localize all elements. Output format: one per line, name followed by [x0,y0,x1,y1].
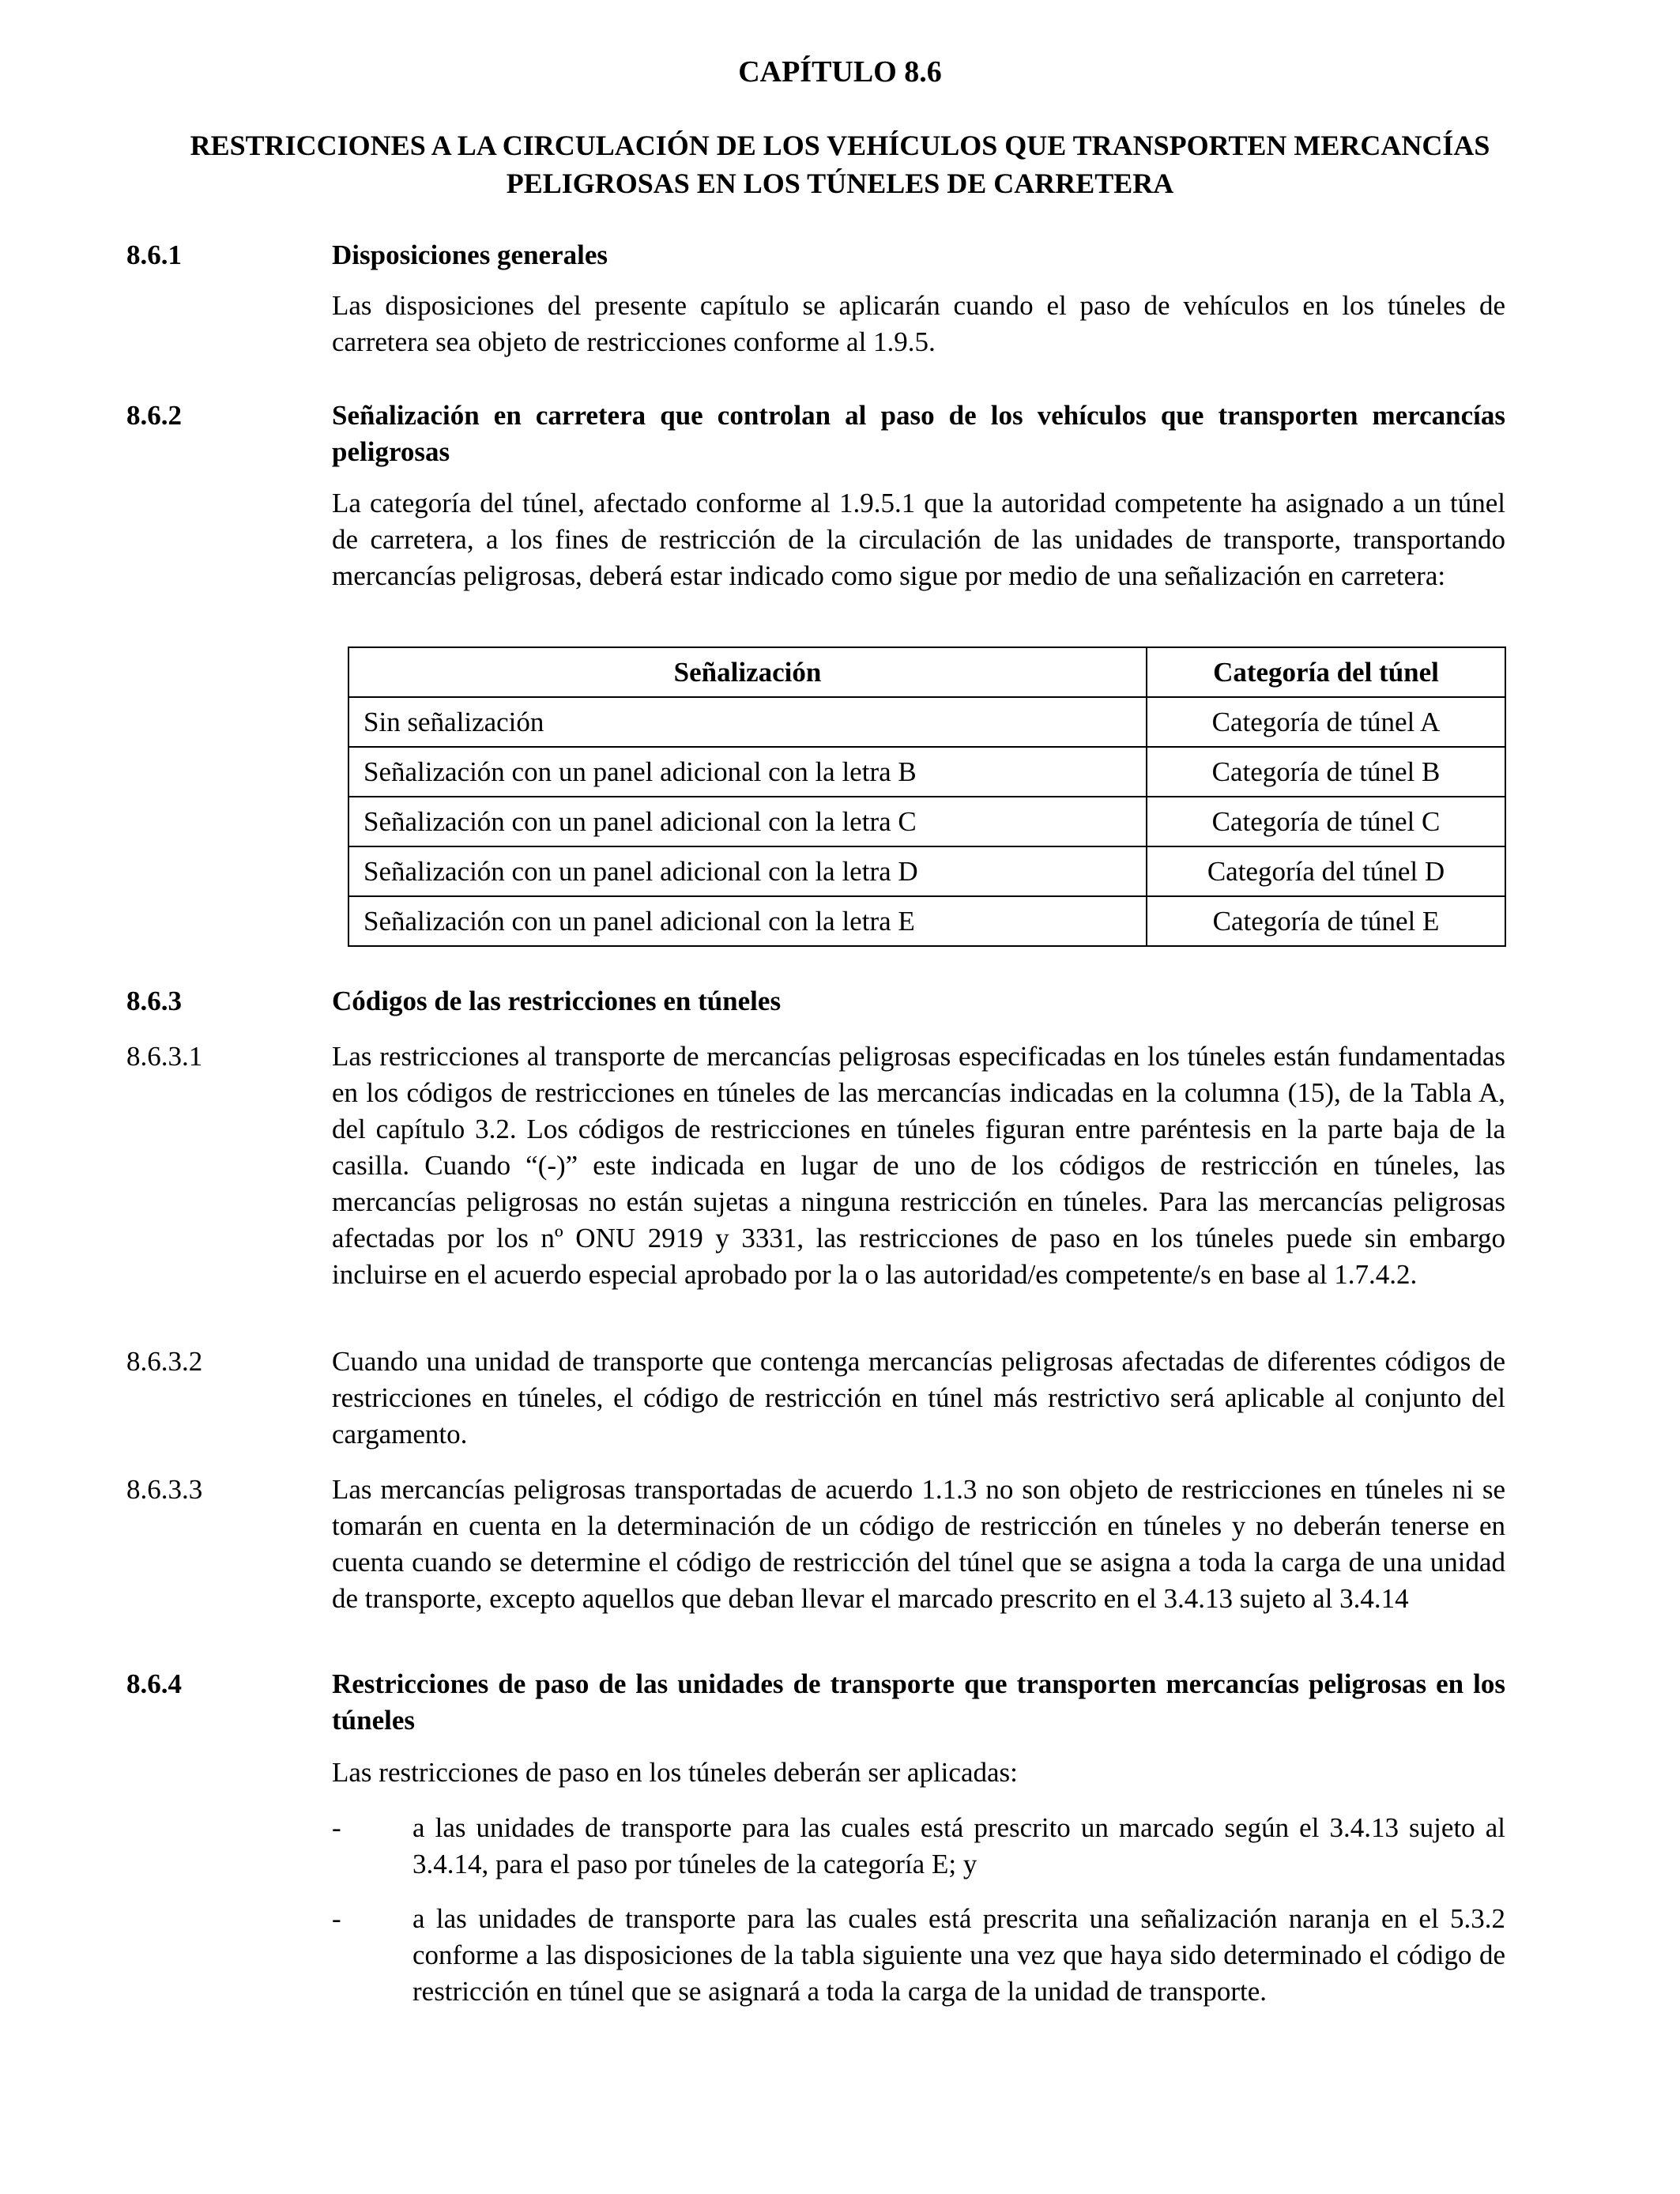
table-row [348,747,1505,797]
chapter-title: CAPÍTULO 8.6 [738,55,942,89]
table-row [348,846,1505,896]
paragraph: Las disposiciones del presente capítulo se aplicarán cuando el paso de vehículos en los túneles de carretera sea objeto de restricciones conforme al 1.9.5. [332,290,1505,357]
section-heading: Disposiciones generales [332,239,608,270]
main-title: RESTRICCIONES A LA CIRCULACIÓN DE LOS VEHÍCULOS QUE TRANSPORTEN MERCANCÍAS PELIGROSAS EN LOS TÚNELES DE CARRETERA [190,130,1490,199]
table-cell: Señalización con un panel adicional con la letra E [348,896,1147,946]
section-number: 8.6.4 [126,1668,182,1699]
table-cell: Categoría de túnel A [1147,697,1505,747]
column-header: Señalización [348,647,1147,697]
list-item: a las unidades de transporte para las cuales está prescrita una señalización naranja en el 5.3.2 conforme a las disposiciones de la tabla siguiente una vez que haya sido determinado el código de restricción en túnel que se asignará a toda la carga de la unidad de transporte. [412,1903,1505,2007]
bullet-marker: - [332,1812,341,1843]
section-heading: Señalización en carretera que controlan al paso de los vehículos que transporten mercancías peligrosas [332,400,1505,467]
table-cell: Señalización con un panel adicional con la letra B [348,747,1147,797]
table-cell: Categoría del túnel D [1147,846,1505,896]
table-cell: Señalización con un panel adicional con la letra C [348,797,1147,846]
section-heading: Restricciones de paso de las unidades de transporte que transporten mercancías peligrosas en los túneles [332,1668,1505,1736]
signage-table [348,647,1506,947]
table-cell: Categoría de túnel C [1147,797,1505,846]
section-heading: Códigos de las restricciones en túneles [332,986,782,1016]
column-header: Categoría del túnel [1147,647,1505,697]
table-row [348,697,1505,747]
subsection-number: 8.6.3.3 [126,1474,203,1505]
paragraph: Las restricciones de paso en los túneles deberán ser aplicadas: [332,1757,1018,1788]
table-header-row [348,647,1505,697]
subsection-number: 8.6.3.1 [126,1041,203,1072]
section-number: 8.6.2 [126,400,182,431]
table-cell: Señalización con un panel adicional con la letra D [348,846,1147,896]
table-cell: Sin señalización [348,697,1147,747]
paragraph: Cuando una unidad de transporte que contenga mercancías peligrosas afectadas de diferentes códigos de restricciones en túneles, el código de restricción en túnel más restrictivo será aplicable al conjunto del cargamento. [332,1346,1505,1449]
table-cell: Categoría de túnel E [1147,896,1505,946]
paragraph: La categoría del túnel, afectado conforme al 1.9.5.1 que la autoridad competente ha asignado a un túnel de carretera, a los fines de restricción de la circulación de las unidades de transporte, transportando mercancías peligrosas, deberá estar indicado como sigue por medio de una señalización en carretera: [332,488,1505,591]
table-row [348,797,1505,846]
table-row [348,896,1505,946]
section-number: 8.6.3 [126,986,182,1016]
subsection-number: 8.6.3.2 [126,1346,203,1377]
paragraph: Las restricciones al transporte de mercancías peligrosas especificadas en los túneles están fundamentadas en los códigos de restricciones en túneles de las mercancías indicadas en la columna (15), de la Tabla A, del capítulo 3.2. Los códigos de restricciones en túneles figuran entre paréntesis en la parte baja de la casilla. Cuando “(-)” este indicada en lugar de uno de los códigos de restricción en túneles, las mercancías peligrosas no están sujetas a ninguna restricción en túneles. Para las mercancías peligrosas afectadas por los nº ONU 2919 y 3331, las restricciones de paso en los túneles puede sin embargo incluirse en el acuerdo especial aprobado por la o las autoridad/es competente/s en base al 1.7.4.2. [332,1041,1505,1290]
paragraph: Las mercancías peligrosas transportadas de acuerdo 1.1.3 no son objeto de restricciones en túneles ni se tomarán en cuenta en la determinación de un código de restricción en túneles y no deberán tenerse en cuenta cuando se determine el código de restricción del túnel que se asigna a toda la carga de una unidad de transporte, excepto aquellos que deban llevar el marcado prescrito en el 3.4.13 sujeto al 3.4.14 [332,1474,1505,1614]
bullet-marker: - [332,1903,341,1934]
list-item: a las unidades de transporte para las cuales está prescrito un marcado según el 3.4.13 sujeto al 3.4.14, para el paso por túneles de la categoría E; y [412,1812,1505,1879]
section-number: 8.6.1 [126,239,182,270]
table-cell: Categoría de túnel B [1147,747,1505,797]
